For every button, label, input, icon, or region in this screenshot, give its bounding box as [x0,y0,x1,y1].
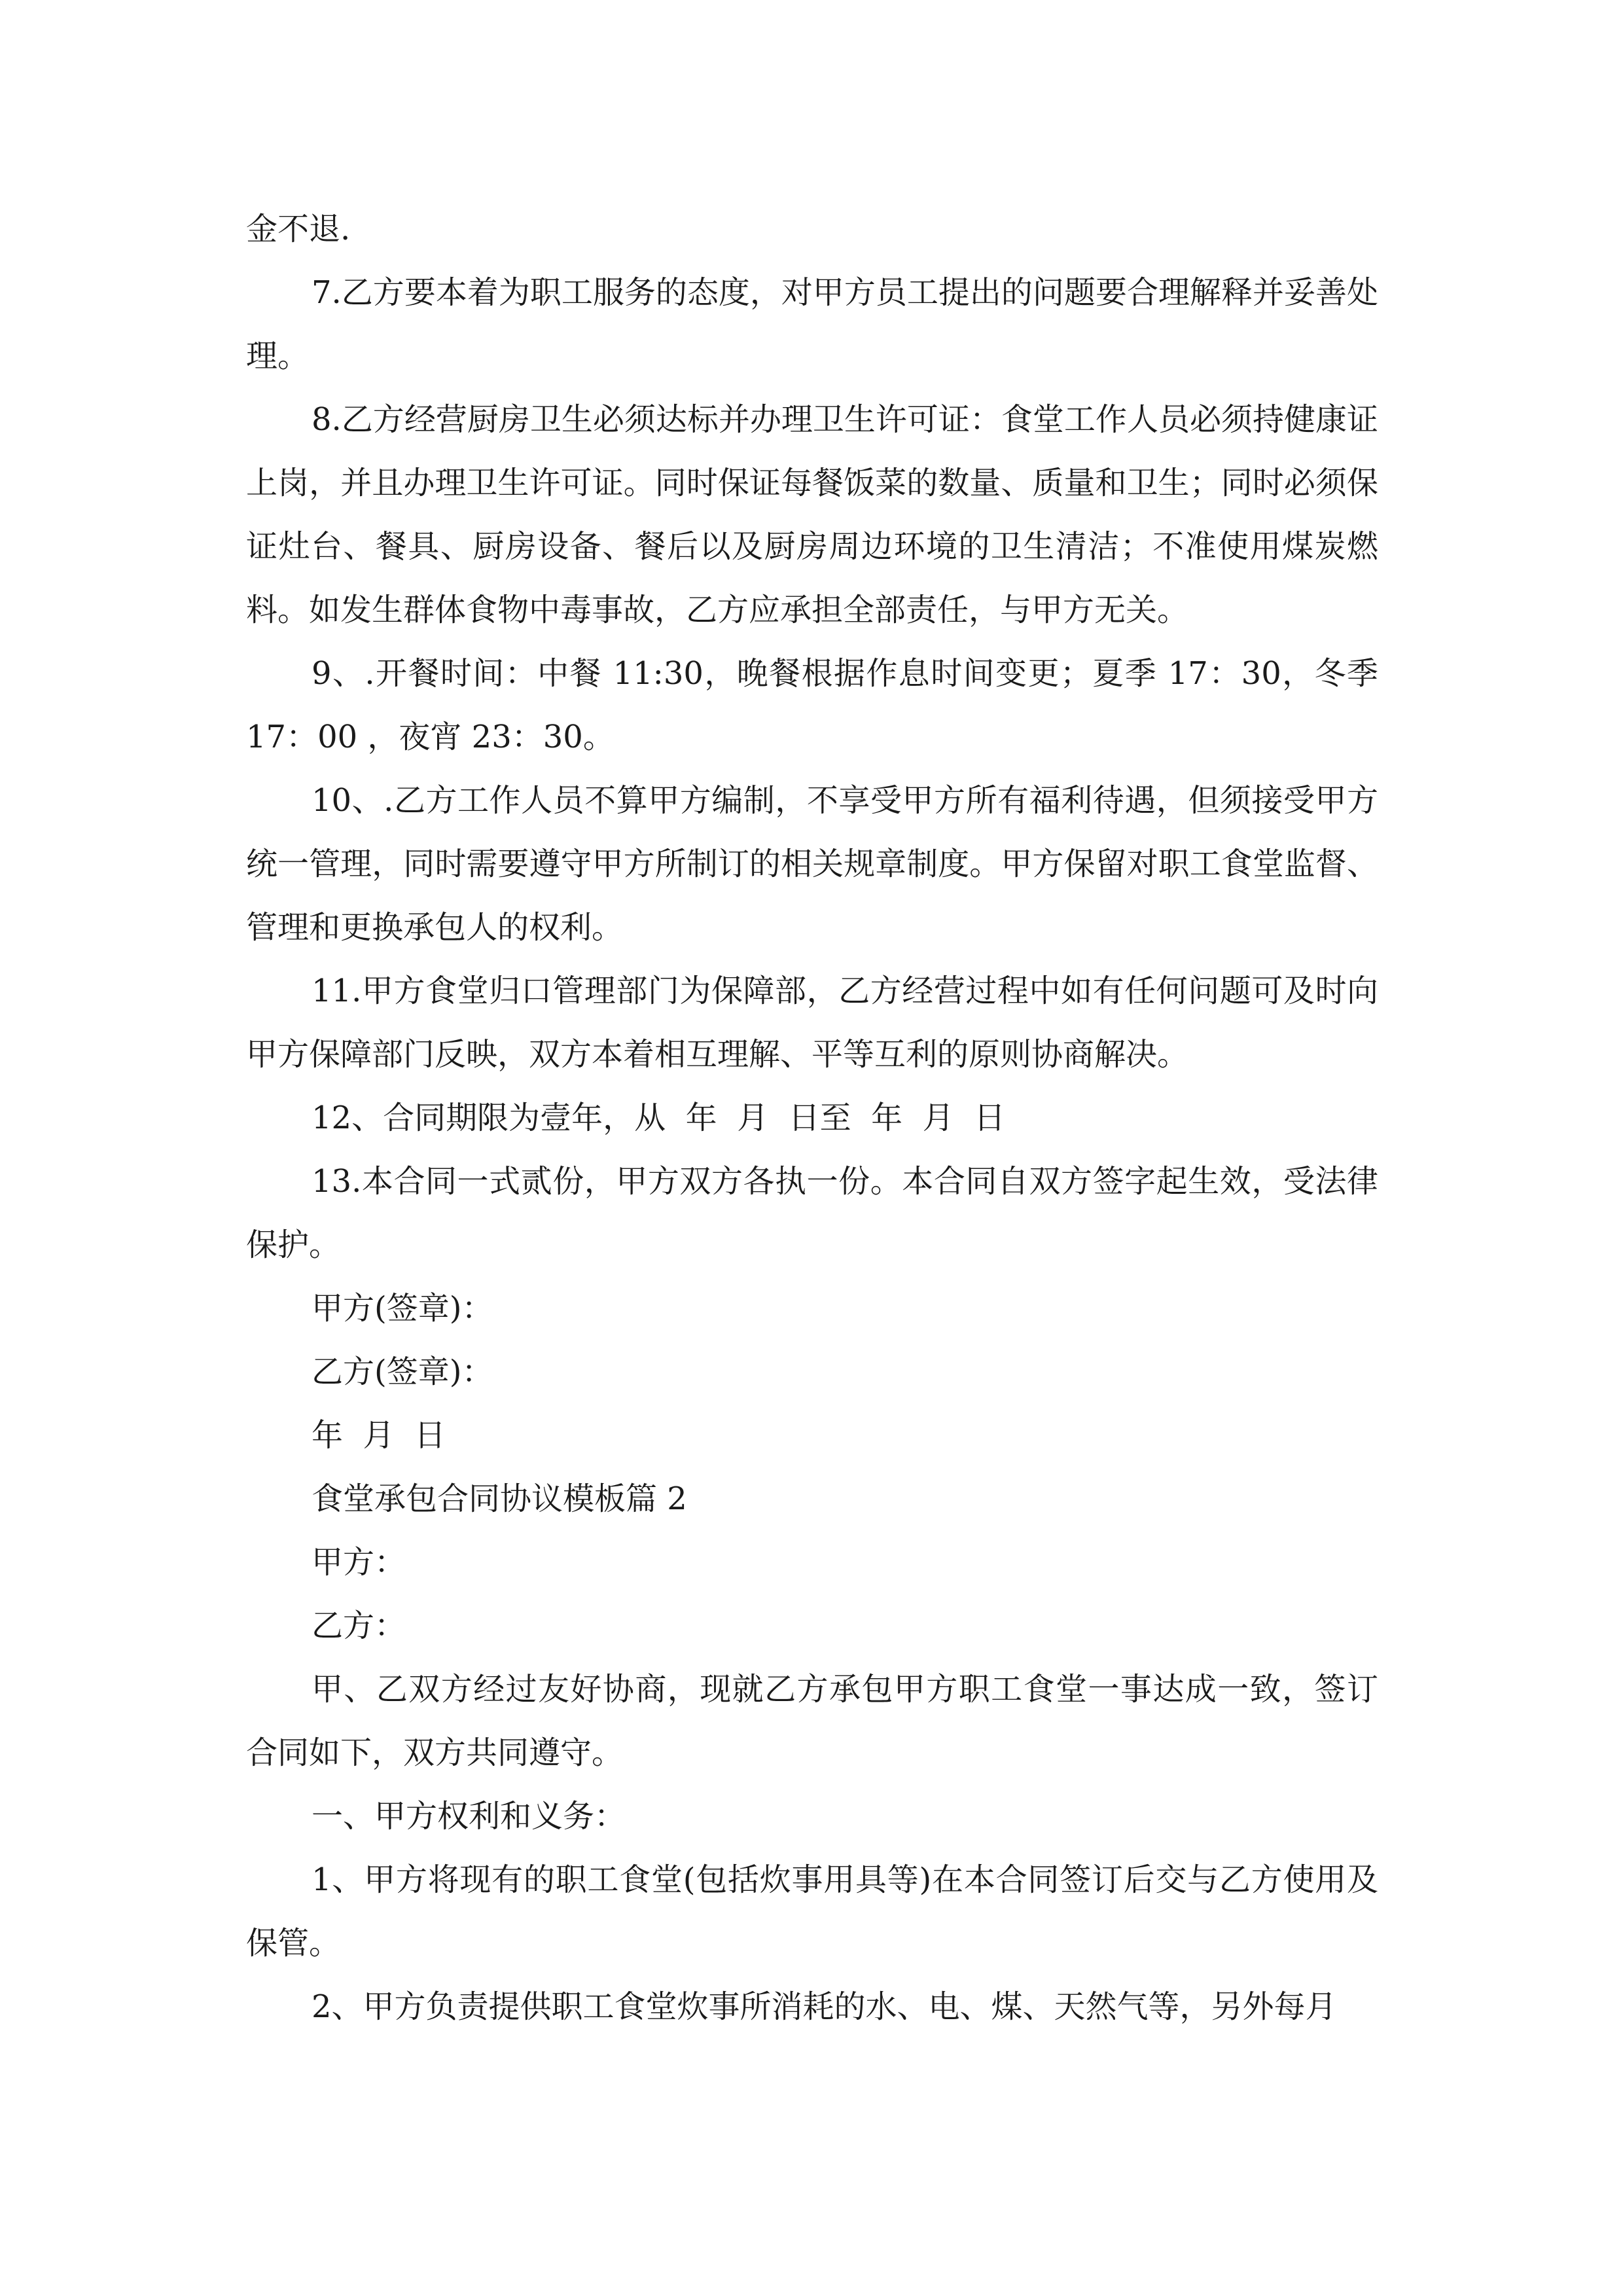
paragraph: 1、甲方将现有的职工食堂(包括炊事用具等)在本合同签订后交与乙方使用及保管。 [246,1861,1378,1962]
section-title: 食堂承包合同协议模板篇 2 [312,1480,687,1517]
signature-line-party-b: 乙方(签章)： [312,1354,493,1390]
section-heading: 一、甲方权利和义务： [312,1798,626,1835]
paragraph: 9、.开餐时间：中餐 11:30，晚餐根据作息时间变更；夏季 17：30，冬季 17：00 ，夜宵 23：30。 [246,655,1389,755]
paragraph: 金不退. [246,211,351,247]
paragraph: 10、.乙方工作人员不算甲方编制，不享受甲方所有福利待遇，但须接受甲方统一管理，同时需要遵守甲方所制订的相关规章制度。甲方保留对职工食堂监督、管理和更换承包人的权利。 [246,782,1378,946]
party-b-line: 乙方： [312,1607,406,1644]
paragraph: 甲、乙双方经过友好协商，现就乙方承包甲方职工食堂一事达成一致，签订合同如下，双方共同遵守。 [246,1671,1378,1771]
party-a-line: 甲方： [312,1544,406,1581]
paragraph: 7.乙方要本着为职工服务的态度，对甲方员工提出的问题要合理解释并妥善处理。 [246,274,1378,374]
signature-line-party-a: 甲方(签章)： [312,1290,493,1327]
paragraph: 11.甲方食堂归口管理部门为保障部，乙方经营过程中如有任何问题可及时向甲方保障部门反映，双方本着相互理解、平等互利的原则协商解决。 [246,973,1378,1073]
paragraph: 12、合同期限为壹年，从 年 月 日至 年 月 日 [312,1100,1006,1136]
document-body [246,198,1389,2039]
paragraph: 13.本合同一式贰份，甲方双方各执一份。本合同自双方签字起生效，受法律保护。 [246,1163,1378,1263]
paragraph: 2、甲方负责提供职工食堂炊事所消耗的水、电、煤、天然气等，另外每月 [312,1988,1337,2025]
paragraph: 8.乙方经营厨房卫生必须达标并办理卫生许可证：食堂工作人员必须持健康证上岗，并且办理卫生许可证。同时保证每餐饭菜的数量、质量和卫生；同时必须保证灶台、餐具、厨房设备、餐后以及厨房周边环境的卫生清洁；不准使用煤炭燃料。如发生群体食物中毒事故，乙方应承担全部责任，与甲方无关。 [246,401,1378,628]
date-line: 年 月 日 [312,1417,446,1454]
